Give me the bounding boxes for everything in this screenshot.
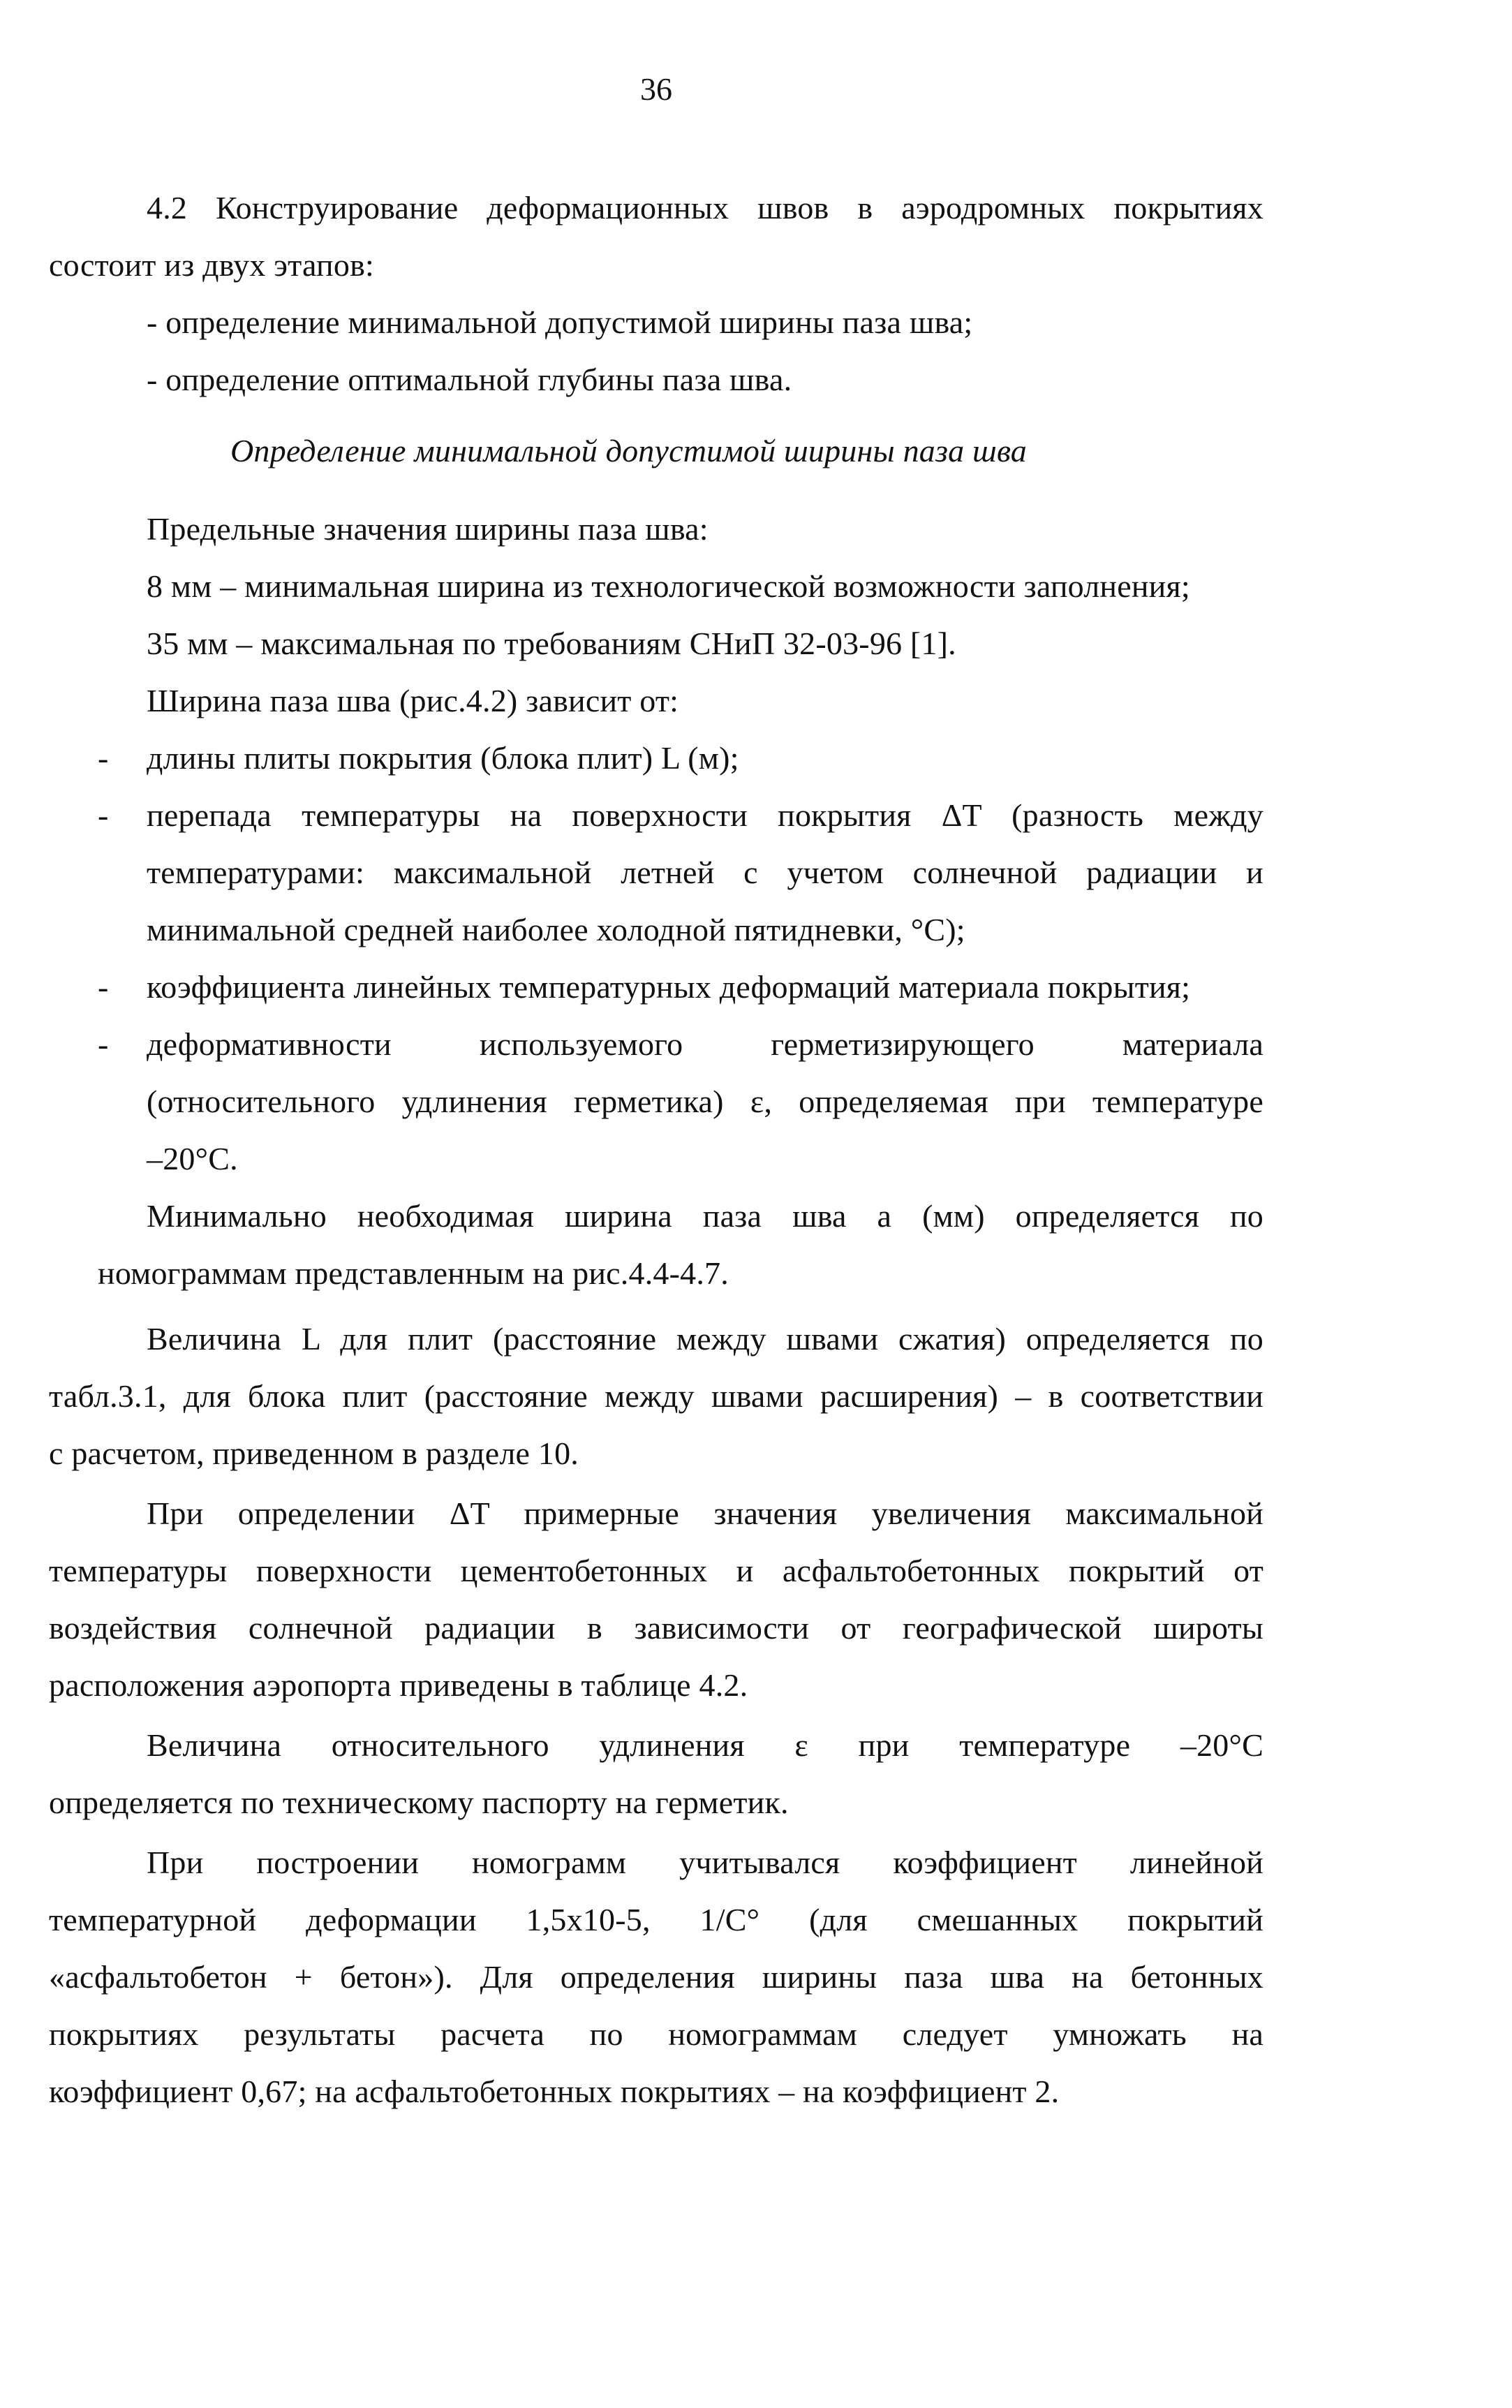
text-line: При определении ΔT примерные значения увеличения максимальной <box>147 1495 1263 1531</box>
list-item-text: –20°С. <box>147 1141 238 1176</box>
list-item-text: деформативности используемого герметизирующего материала <box>147 1026 1263 1062</box>
text-line: табл.3.1, для блока плит (расстояние между швами расширения) – в соответствии <box>49 1378 1263 1414</box>
text-line: с расчетом, приведенном в разделе 10. <box>49 1435 579 1471</box>
list-item-text: температурами: максимальной летней с учетом солнечной радиации и <box>147 855 1263 890</box>
text-line: определяется по техническому паспорту на герметик. <box>49 1785 789 1820</box>
text-line: номограммам представленным на рис.4.4-4.7. <box>98 1255 729 1291</box>
list-bullet: - <box>98 797 109 833</box>
text-line: Минимально необходимая ширина паза шва a (мм) определяется по <box>147 1198 1263 1234</box>
text-line: 35 мм – максимальная по требованиям СНиП 32-03-96 [1]. <box>147 626 956 661</box>
list-item-text: минимальной средней наиболее холодной пятидневки, °С); <box>147 912 965 947</box>
text-line: 8 мм – минимальная ширина из технологической возможности заполнения; <box>147 568 1190 604</box>
page-number: 36 <box>640 71 672 107</box>
list-item-text: длины плиты покрытия (блока плит) L (м); <box>147 740 739 776</box>
list-item-text: (относительного удлинения герметика) ε, определяемая при температуре <box>147 1084 1263 1119</box>
text-line: 4.2 Конструирование деформационных швов в аэродромных покрытиях <box>147 190 1263 226</box>
section-subheading: Определение минимальной допустимой ширины паза шва <box>230 433 1027 468</box>
text-line: температурной деформации 1,5х10-5, 1/С° (для смешанных покрытий <box>49 1902 1263 1937</box>
list-item-text: коэффициента линейных температурных деформаций материала покрытия; <box>147 969 1191 1005</box>
list-item-text: перепада температуры на поверхности покрытия ΔT (разность между <box>147 797 1263 833</box>
text-line: При построении номограмм учитывался коэффициент линейной <box>147 1845 1263 1880</box>
text-line: расположения аэропорта приведены в таблице 4.2. <box>49 1667 748 1703</box>
text-line: коэффициент 0,67; на асфальтобетонных покрытиях – на коэффициент 2. <box>49 2074 1060 2109</box>
text-line: температуры поверхности цементобетонных и асфальтобетонных покрытий от <box>49 1553 1263 1588</box>
list-bullet: - <box>98 969 109 1005</box>
text-line: - определение минимальной допустимой ширины паза шва; <box>147 304 973 340</box>
list-bullet: - <box>98 1026 109 1062</box>
text-line: воздействия солнечной радиации в зависимости от географической широты <box>49 1610 1263 1646</box>
text-line: Величина L для плит (расстояние между швами сжатия) определяется по <box>147 1321 1263 1357</box>
text-line: - определение оптимальной глубины паза шва. <box>147 362 792 397</box>
text-line: покрытиях результаты расчета по номограммам следует умножать на <box>49 2016 1263 2052</box>
text-line: Ширина паза шва (рис.4.2) зависит от: <box>147 683 679 718</box>
text-line: Величина относительного удлинения ε при температуре –20°С <box>147 1727 1263 1763</box>
text-line: Предельные значения ширины паза шва: <box>147 511 709 547</box>
text-line: состоит из двух этапов: <box>49 247 374 283</box>
list-bullet: - <box>98 740 109 776</box>
text-line: «асфальтобетон + бетон»). Для определения ширины паза шва на бетонных <box>49 1959 1263 1995</box>
